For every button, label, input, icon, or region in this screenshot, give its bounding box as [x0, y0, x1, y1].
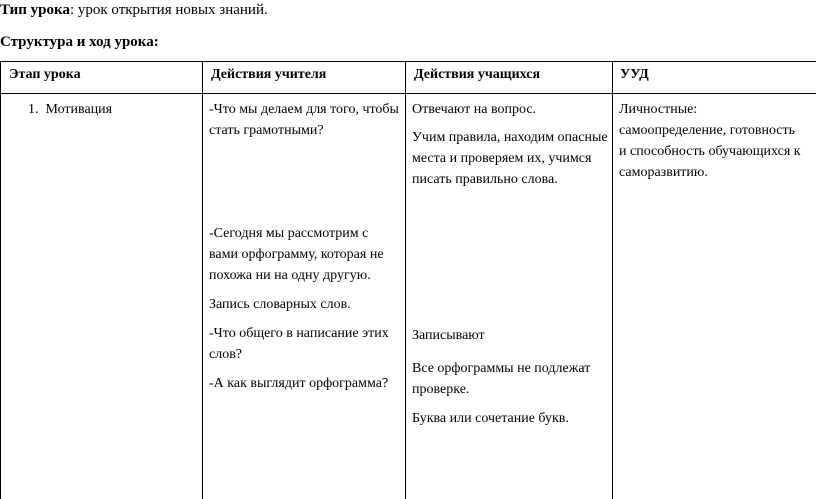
student-action-1: Отвечают на вопрос. [412, 102, 537, 117]
header-row-border [0, 93, 816, 94]
lesson-type-line [0, 2, 268, 19]
structure-title: Структура и ход урока: [0, 34, 159, 50]
teacher-action-3: Запись словарных слов. [209, 297, 351, 312]
teacher-action-4: -Что общего в написание этих слов? [209, 326, 389, 362]
students-cell [412, 99, 608, 429]
teacher-cell [209, 99, 399, 394]
col-border-2 [405, 61, 406, 499]
lesson-structure-table [0, 61, 816, 499]
teacher-action-1: -Что мы делаем для того, чтобы стать грамотными? [209, 102, 399, 138]
stage-number: 1. [28, 102, 39, 117]
stage-name: Мотивация [45, 102, 113, 117]
col-header-students: Действия учащихся [414, 67, 541, 82]
col-header-stage: Этап урока [9, 67, 81, 82]
col-border-1 [202, 61, 203, 499]
stage-cell [28, 99, 112, 120]
col-header-uud: УУД [620, 67, 649, 82]
col-border-0 [0, 61, 1, 499]
lesson-type-label: Тип урока [0, 2, 70, 18]
lesson-type-value: : урок открытия новых знаний. [69, 2, 268, 18]
student-action-4: Все орфограммы не подлежат проверке. [412, 361, 591, 397]
teacher-action-2: -Сегодня мы рассмотрим с вами орфограмму, которая не похожа ни на одну другую. [209, 226, 384, 283]
teacher-action-5: -А как выглядит орфограмма? [209, 376, 389, 391]
col-border-3 [612, 61, 613, 499]
student-action-2: Учим правила, находим опасные места и проверяем их, учимся писать правильно слова. [412, 130, 608, 187]
student-action-3: Записывают [412, 328, 485, 343]
student-action-5: Буква или сочетание букв. [412, 411, 569, 426]
col-header-teacher: Действия учителя [211, 67, 327, 82]
table-top-border [0, 61, 816, 62]
uud-cell: Личностные: самоопределение, готовность и способность обучающихся к саморазвитию. [619, 102, 801, 180]
